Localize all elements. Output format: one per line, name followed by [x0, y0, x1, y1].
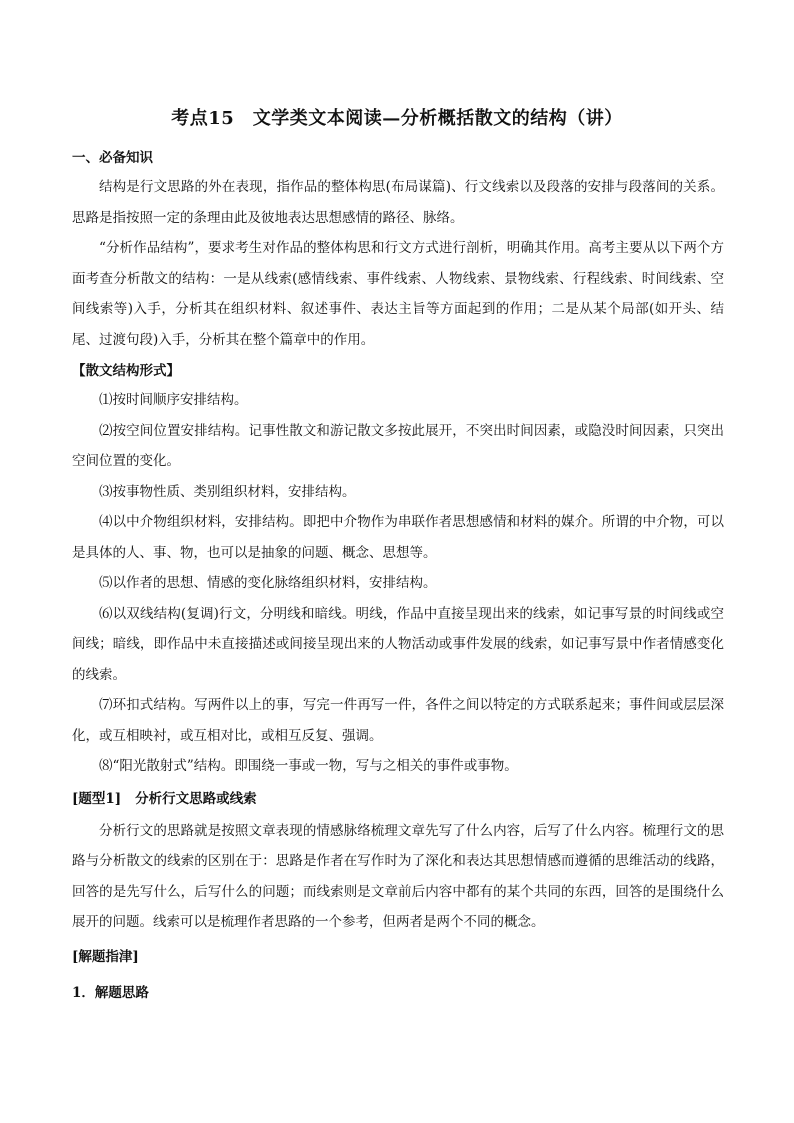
page-title: 考点15 文学类文本阅读—分析概括散文的结构（讲）: [171, 108, 623, 129]
question-type-name: 分析行文思路或线索: [135, 790, 257, 807]
structure-item: ⑻“阳光散射式”结构。即围绕一事或一物，写与之相关的事件或事物。: [99, 758, 518, 774]
document-body: [72, 148, 724, 1010]
structure-item: ⑸以作者的思想、情感的变化脉络组织材料，安排结构。: [99, 575, 437, 591]
structure-item: ⑹以双线结构(复调)行文，分明线和暗线。明线，作品中直接呈现出来的线索，如记事写景的时间线或空间线；暗线，即作品中未直接描述或间接呈现出来的人物活动或事件发展的线索，如记事写景中作者情感变化的线索。: [72, 605, 724, 683]
structure-item: ⑷以中介物组织材料，安排结构。即把中介物作为串联作者思想感情和材料的媒介。所谓的中介物，可以是具体的人、事、物，也可以是抽象的问题、概念、思想等。: [72, 514, 724, 561]
section-heading: 一、必备知识: [72, 150, 153, 166]
paragraph-structure-definition: 结构是行文思路的外在表现，指作品的整体构思(布局谋篇)、行文线索以及段落的安排与段落间的关系。思路是指按照一定的条理由此及彼地表达思想感情的路径、脉络。: [72, 179, 724, 226]
structure-item: ⑵按空间位置安排结构。记事性散文和游记散文多按此展开，不突出时间因素，或隐没时间因素，只突出空间位置的变化。: [72, 422, 724, 469]
solving-approach-heading: 1．解题思路: [72, 984, 149, 1001]
question-type-label: [题型1]: [72, 790, 122, 807]
paragraph-writing-thread: 分析行文的思路就是按照文章表现的情感脉络梳理文章先写了什么内容，后写了什么内容。梳理行文的思路与分析散文的线索的区别在于：思路是作者在写作时为了深化和表达其思想情感而遵循的思维活动的线路，回答的是先写什么，后写什么的问题；而线索则是文章前后内容中都有的某个共同的东西，回答的是围绕什么展开的问题。线索可以是梳理作者思路的一个参考，但两者是两个不同的概念。: [72, 822, 724, 930]
paragraph-analysis-requirement: “分析作品结构”，要求考生对作品的整体构思和行文方式进行剖析，明确其作用。高考主要从以下两个方面考查分析散文的结构：一是从线索(感情线索、事件线索、人物线索、景物线索、行程线索、时间线索、空间线索等)入手，分析其在组织材料、叙述事件、表达主旨等方面起到的作用；二是从某个局部(如开头、结尾、过渡句段)入手，分析其在整个篇章中的作用。: [72, 240, 724, 348]
question-type-heading: [72, 782, 724, 816]
structure-forms-heading: 【散文结构形式】: [72, 363, 180, 379]
solving-guide-heading: [解题指津]: [72, 948, 139, 965]
structure-item: ⑺环扣式结构。写两件以上的事，写完一件再写一件，各件之间以特定的方式联系起来；事件间或层层深化，或互相映衬，或互相对比，或相互反复、强调。: [72, 697, 724, 744]
structure-item: ⑶按事物性质、类别组织材料，安排结构。: [99, 483, 356, 500]
structure-item: ⑴按时间顺序安排结构。: [99, 392, 248, 408]
